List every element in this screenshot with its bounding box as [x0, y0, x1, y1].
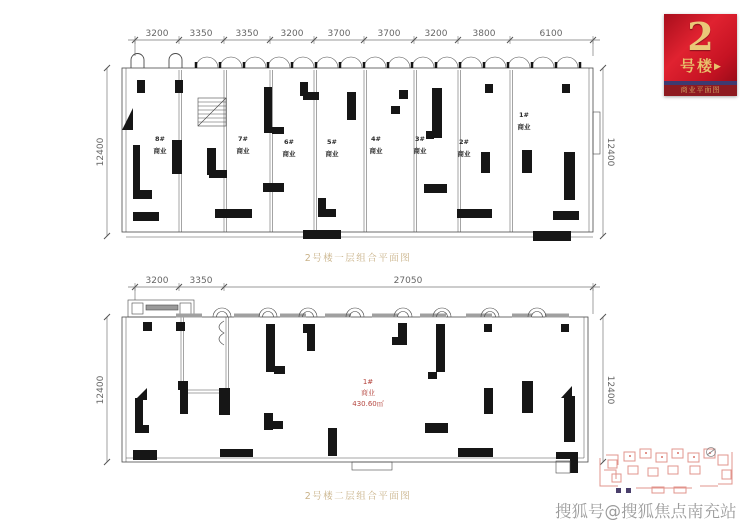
badge-top: [664, 14, 737, 81]
second-floor-caption: 2号楼二层组合平面图: [304, 491, 412, 502]
dim-label: 3700: [377, 29, 401, 39]
unit-id: 1#: [362, 378, 374, 386]
unit-type: 商业: [457, 150, 471, 158]
first-floor-walls: [122, 80, 579, 241]
dim-label-right: 12400: [605, 137, 615, 167]
unit-id: 5#: [327, 138, 337, 146]
first-floor-plan: [96, 29, 615, 241]
unit-type: 商业: [325, 150, 339, 158]
facade-door-jambs: [196, 62, 580, 68]
unit-id: 7#: [238, 135, 248, 143]
unit-type: 商业: [361, 389, 375, 397]
badge-name-text: 号楼: [680, 57, 715, 75]
dim-label-left: 12400: [96, 375, 106, 405]
dim-label: 3800: [472, 29, 496, 39]
dim-label: 27050: [393, 276, 423, 286]
dim-label-left: 12400: [96, 137, 106, 167]
unit-type: 商业: [517, 123, 531, 131]
stair-bay-partitions: [181, 317, 229, 393]
unit-id: 4#: [371, 135, 381, 143]
facade-bay-stacks: [131, 54, 182, 69]
unit-id: 3#: [415, 135, 425, 143]
second-floor-plan: [96, 276, 615, 473]
dim-label: 3700: [327, 29, 351, 39]
unit-type: 商业: [413, 147, 427, 155]
dim-label: 3350: [189, 29, 213, 39]
entry-door-symbol: [219, 321, 224, 345]
unit-type: 商业: [282, 150, 296, 158]
first-floor-top-dimensions: [128, 36, 600, 56]
dim-label: 3350: [189, 276, 213, 286]
first-floor-caption: 2号楼一层组合平面图: [304, 253, 412, 264]
unit-type: 商业: [369, 147, 383, 155]
badge-number: 2: [687, 14, 714, 59]
badge-ribbon: 商业平面图: [664, 85, 737, 96]
dim-label: 3200: [424, 29, 448, 39]
second-floor-walls: [133, 322, 578, 473]
second-floor-unit-label: [352, 378, 384, 408]
dim-label: 3200: [145, 29, 169, 39]
stair-symbol: [198, 98, 226, 126]
second-floor-outline: [122, 317, 588, 462]
unit-id: 2#: [459, 138, 469, 146]
second-floor-dimension-labels: [146, 276, 423, 286]
badge-arrow-icon: ▶: [714, 62, 721, 72]
dim-label: 3200: [280, 29, 304, 39]
second-floor-top-dimensions: [128, 283, 600, 314]
unit-area: 430.60㎡: [352, 400, 384, 408]
watermark-text: 搜狐号@搜狐焦点南充站: [555, 502, 737, 521]
badge-name: [664, 57, 737, 76]
dim-label: 3350: [235, 29, 259, 39]
building-badge: [664, 14, 737, 96]
unit-type: 商业: [236, 147, 250, 155]
unit-id: 8#: [155, 135, 165, 143]
unit-id: 1#: [519, 111, 529, 119]
site-plan-thumbnail: [600, 449, 732, 493]
dim-label-right: 12400: [605, 375, 615, 405]
dim-label: 6100: [539, 29, 563, 39]
unit-id: 6#: [284, 138, 294, 146]
unit-type: 商业: [153, 147, 167, 155]
dim-label: 3200: [145, 276, 169, 286]
first-floor-dimension-labels: [146, 29, 563, 39]
